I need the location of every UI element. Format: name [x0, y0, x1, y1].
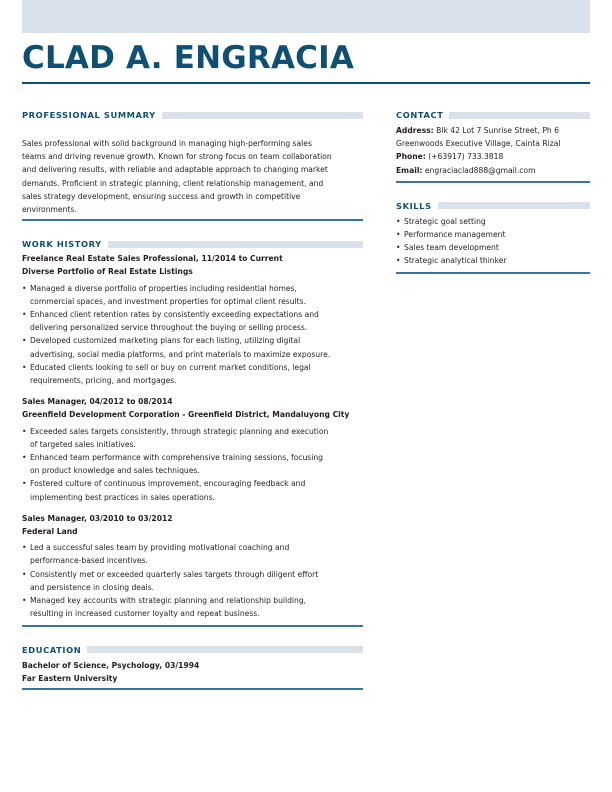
header-band	[22, 0, 590, 33]
main-column	[22, 108, 363, 690]
bullet-line: • Exceeded sales targets consistently, through strategic planning and execution	[30, 426, 329, 436]
education-school: Far Eastern University	[22, 673, 118, 683]
contact-phone	[396, 150, 590, 163]
summary-heading-label: PROFESSIONAL SUMMARY	[22, 110, 156, 120]
bullet-line: on product knowledge and sales techniques.	[30, 466, 200, 476]
job-bullet	[22, 282, 363, 308]
job-entry	[22, 252, 363, 387]
work-heading	[22, 237, 363, 251]
job-bullet	[22, 361, 363, 387]
bullet-line: advertising, social media platforms, and print materials to maximize exposure.	[30, 349, 331, 359]
bullet-line: of targeted sales initiatives.	[30, 439, 136, 449]
job-title	[22, 252, 363, 265]
job-employer: Federal Land	[22, 527, 78, 537]
summary-line: sales strategy development, ensuring success and growth in competitive	[22, 191, 301, 201]
skills-list	[396, 215, 590, 268]
bullet-line: performance-based incentives.	[30, 556, 148, 566]
skills-divider	[396, 272, 590, 274]
job-bullet	[22, 594, 363, 620]
work-divider	[22, 625, 363, 627]
education-heading-label: EDUCATION	[22, 644, 82, 655]
contact-heading-bar	[449, 112, 590, 119]
job-title-text: Sales Manager	[22, 513, 84, 523]
bullet-line: commercial spaces, and investment properties for optimal client results.	[30, 296, 307, 306]
summary-divider	[22, 219, 363, 221]
education-section	[22, 643, 363, 690]
education-degree	[22, 659, 363, 672]
contact-address	[396, 124, 590, 137]
skill-item: • Sales team development	[396, 241, 590, 254]
summary-section	[22, 108, 363, 221]
bullet-line: • Enhanced team performance with comprehensive training sessions, focusing	[30, 453, 323, 463]
contact-section	[396, 108, 590, 183]
phone-value: (+63917) 733.3818	[425, 152, 504, 162]
job-dates: , 11/2014 to Current	[195, 254, 283, 264]
sidebar-column	[396, 108, 590, 274]
skill-item: • Strategic goal setting	[396, 215, 590, 228]
summary-line: and delivering results, with reliable and adaptable approach to changing market	[22, 165, 328, 175]
job-bullet	[22, 451, 363, 477]
bullet-line: delivering personalized service throughout the buying or selling process.	[30, 323, 308, 333]
email-value: engraciaclad888@gmail.com	[422, 165, 536, 175]
job-bullets	[22, 425, 363, 504]
education-divider	[22, 688, 363, 690]
contact-heading	[396, 108, 590, 122]
contact-address-line2: Greenwoods Executive Village, Cainta Rizal	[396, 139, 561, 149]
bullet-line: resulting in increased customer loyalty and repeat business.	[30, 609, 260, 619]
summary-line: environments.	[22, 205, 77, 215]
skill-item: • Performance management	[396, 228, 590, 241]
job-bullet	[22, 541, 363, 567]
skill-item: • Strategic analytical thinker	[396, 254, 590, 267]
contact-email	[396, 164, 590, 177]
skills-heading-bar	[438, 202, 590, 209]
job-bullet	[22, 477, 363, 503]
job-title-text: Sales Manager	[22, 397, 84, 407]
bullet-line: and persistence in closing deals.	[30, 582, 155, 592]
contact-heading-label: CONTACT	[396, 110, 444, 120]
bullet-line: • Fostered culture of continuous improvement, encouraging feedback and	[30, 479, 306, 489]
job-dates: , 04/2012 to 08/2014	[83, 397, 173, 407]
summary-heading	[22, 108, 363, 122]
contact-divider	[396, 181, 590, 183]
job-entry	[22, 395, 363, 504]
job-bullet	[22, 568, 363, 594]
summary-text	[22, 137, 363, 216]
bullet-line: • Educated clients looking to sell or buy on current market conditions, legal	[30, 362, 311, 372]
skills-section	[396, 199, 590, 274]
address-label: Address:	[396, 126, 434, 135]
job-dates: , 03/2010 to 03/2012	[83, 513, 173, 523]
summary-line: teams and driving revenue growth. Known for strong focus on team collaboration	[22, 152, 332, 162]
bullet-line: • Consistently met or exceeded quarterly sales targets through diligent effort	[30, 569, 319, 579]
bullet-line: • Enhanced client retention rates by consistently exceeding expectations and	[30, 310, 319, 320]
job-bullet	[22, 334, 363, 360]
work-heading-label: WORK HISTORY	[22, 239, 102, 250]
work-heading-bar	[108, 241, 363, 248]
bullet-line: • Developed customized marketing plans for each listing, utilizing digital	[30, 336, 301, 346]
summary-line: demands. Proficient in strategic planning, client relationship management, and	[22, 178, 324, 188]
job-bullet	[22, 425, 363, 451]
job-title-text: Freelance Real Estate Sales Professional	[22, 254, 196, 264]
bullet-line: • Managed a diverse portfolio of properties including residential homes,	[30, 283, 297, 293]
work-history-section	[22, 237, 363, 626]
bullet-line: • Managed key accounts with strategic planning and relationship building,	[30, 596, 307, 606]
job-title	[22, 512, 363, 525]
education-heading	[22, 643, 363, 657]
job-employer: Diverse Portfolio of Real Estate Listings	[22, 267, 193, 277]
job-title	[22, 395, 363, 408]
name-divider	[22, 82, 590, 84]
bullet-line: requirements, pricing, and mortgages.	[30, 376, 177, 386]
degree-text: Bachelor of Science, Psychology, 03/1994	[22, 660, 200, 670]
bullet-line: • Led a successful sales team by providing motivational coaching and	[30, 543, 290, 553]
job-bullets	[22, 282, 363, 388]
skills-heading	[396, 199, 590, 213]
job-entry	[22, 512, 363, 621]
summary-heading-bar	[162, 112, 363, 119]
job-bullet	[22, 308, 363, 334]
address-value: Blk 42 Lot 7 Sunrise Street, Ph 6	[433, 126, 559, 135]
bullet-line: implementing best practices in sales operations.	[30, 492, 215, 502]
job-employer: Greenfield Development Corporation - Greenfield District, Mandaluyong City	[22, 410, 350, 420]
phone-label: Phone:	[396, 152, 426, 162]
summary-line: Sales professional with solid background in managing high-performing sales	[22, 139, 312, 148]
education-heading-bar	[87, 646, 363, 653]
job-bullets	[22, 541, 363, 620]
skills-heading-label: SKILLS	[396, 200, 432, 211]
email-label: Email:	[396, 165, 423, 175]
candidate-name: CLAD A. ENGRACIA	[22, 40, 355, 76]
